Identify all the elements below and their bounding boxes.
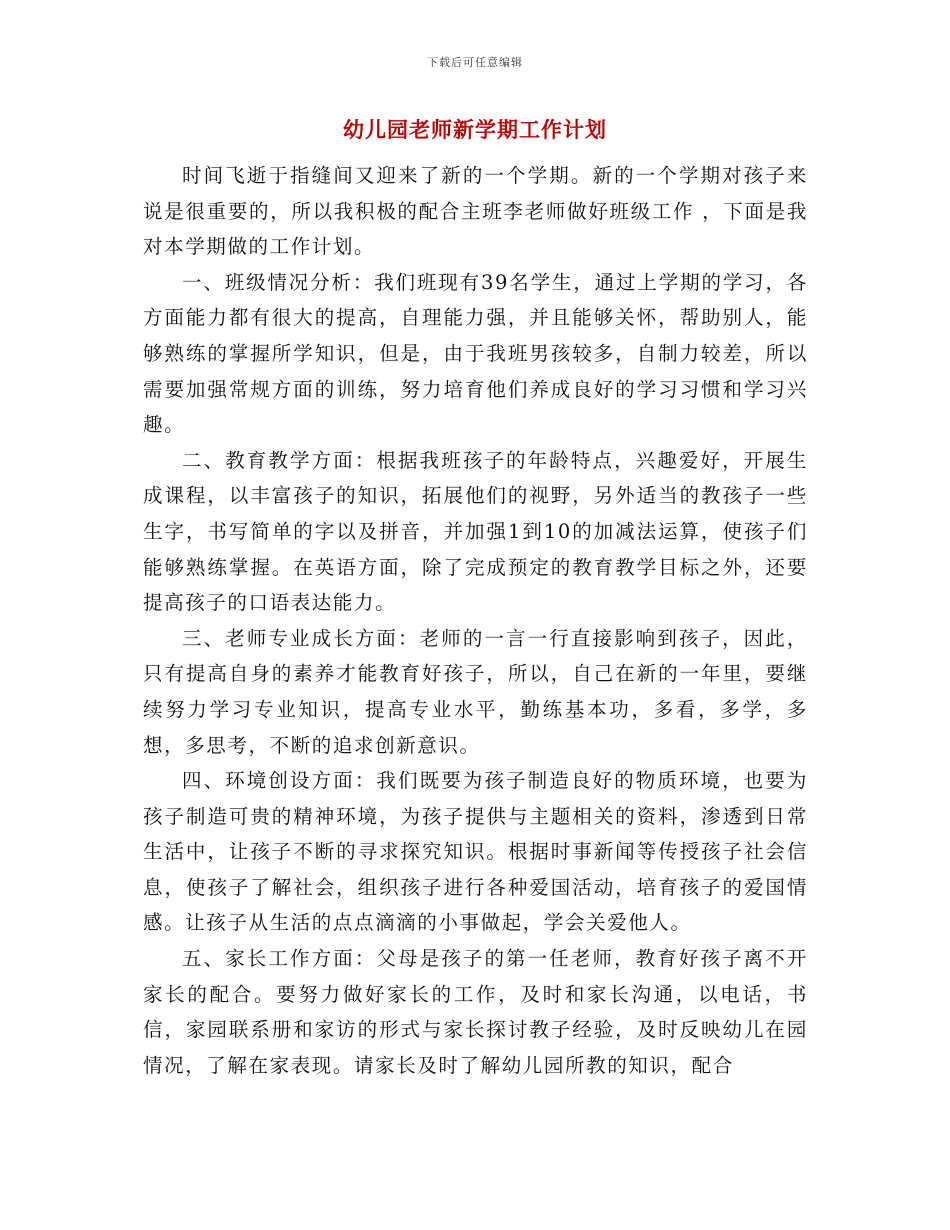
paragraph-intro: 时间飞逝于指缝间又迎来了新的一个学期。新的一个学期对孩子来说是很重要的，所以我积极的配合主班李老师做好班级工作 ，下面是我对本学期做的工作计划。 xyxy=(143,164,808,259)
paragraph-class-analysis: 一、班级情况分析：我们班现有39名学生，通过上学期的学习，各方面能力都有很大的提高，自理能力强，并且能够关怀，帮助别人，能够熟练的掌握所学知识，但是，由于我班男孩较多，自制力较差，所以需要加强常规方面的训练，努力培育他们养成良好的学习习惯和学习兴趣。 xyxy=(143,270,808,437)
paragraph-environment: 四、环境创设方面：我们既要为孩子制造良好的物质环境，也要为孩子制造可贵的精神环境，为孩子提供与主题相关的资料，渗透到日常生活中，让孩子不断的寻求探究知识。根据时事新闻等传授孩子社会信息，使孩子了解社会，组织孩子进行各种爱国活动，培育孩子的爱国情感。让孩子从生活的点点滴滴的小事做起，学会关爱他人。 xyxy=(143,769,808,935)
header-note: 下载后可任意编辑 xyxy=(427,56,523,69)
document-title: 幼儿园老师新学期工作计划 xyxy=(343,117,607,142)
paragraph-teacher-growth: 三、老师专业成长方面：老师的一言一行直接影响到孩子，因此，只有提高自身的素养才能教育好孩子，所以，自己在新的一年里，要继续努力学习专业知识，提高专业水平，勤练基本功，多看，多学，多想，多思考，不断的追求创新意识。 xyxy=(143,626,808,757)
paragraph-teaching: 二、教育教学方面：根据我班孩子的年龄特点，兴趣爱好，开展生成课程，以丰富孩子的知识，拓展他们的视野，另外适当的教孩子一些生字，书写简单的字以及拼音，并加强1到10的加减法运算，使孩子们能够熟练掌握。在英语方面，除了完成预定的教育教学目标之外，还要提高孩子的口语表达能力。 xyxy=(143,448,808,615)
document-body xyxy=(143,158,808,1083)
paragraph-parents: 五、家长工作方面：父母是孩子的第一任老师，教育好孩子离不开家长的配合。要努力做好家长的工作，及时和家长沟通，以电话，书信，家园联系册和家访的形式与家长探讨教子经验，及时反映幼儿在园情况，了解在家表现。请家长及时了解幼儿园所教的知识，配合 xyxy=(143,947,808,1077)
